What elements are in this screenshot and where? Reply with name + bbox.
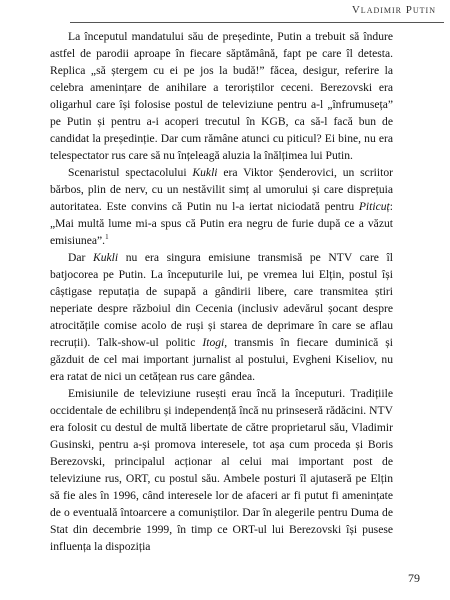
body-text <box>50 28 393 555</box>
footnote-marker: 1 <box>105 233 109 242</box>
paragraph <box>50 164 393 249</box>
italic-text: Kukli <box>192 166 218 179</box>
page-number: 79 <box>408 571 420 585</box>
header-rule <box>70 22 444 23</box>
text-run: Dar <box>68 251 93 264</box>
text-run: nu era singura emisiune transmisă pe NTV care îl batjocorea pe Putin. La începuturile lui, pe vremea lui Elțin, postul își câștigase reputația de supapă a gândirii libere, care transmitea știri neperiate despre războiul din Cecenia (inclusiv adevărul șocant despre atrocitățile comise acolo de ruși și starea de deprimare în care se aflau recruții). Talk-show-ul politic <box>50 251 393 349</box>
italic-text: Piticuț <box>358 200 390 213</box>
text-run: Emisiunile de televiziune rusești erau încă la începuturi. Tradițiile occidentale de echilibru și independență încă nu prinseseră rădăcini. NTV era folosit cu destul de multă libertate de către proprietarul său, Vladimir Gusinski, pentru a-și promova interesele, tot așa cum proceda și Boris Berezovski, principalul acționar al celui mai important post de televiziune rus, ORT, cu postul său. Ambele posturi îl ajutaseră pe Elțin să fie ales în 1996, când interesele lor de afaceri ar fi putut fi amenințate de o eventuală întoarcere a comuniștilor. Dar în alegerile pentru Duma de Stat din decembrie 1999, în timp ce ORT-ul lui Berezovski își pusese influența la dispoziția <box>50 387 393 553</box>
italic-text: Itogi <box>202 336 225 349</box>
text-run: : „Mai multă lume mi-a spus că Putin era negru de furie după ce a văzut emisiunea”. <box>50 200 393 247</box>
running-header: Vladimir Putin <box>351 4 436 16</box>
text-run: , transmis în fiecare duminică și găzduit de cel mai important jurnalist al postului, Evgheni Kiseliov, nu era ratat de nici un cetățean rus care gândea. <box>50 336 393 383</box>
paragraph <box>50 249 393 385</box>
text-run: La începutul mandatului său de președinte, Putin a trebuit să îndure astfel de parodii aproape în fiecare săptămână, fapt pe care îl detesta. Replica „să ștergem cu ei pe jos la budă!” făcea, desigur, referire la celebra amenințare de anihilare a teroriștilor ceceni. Berezovski era oligarhul care își folosise postul de televiziune pentru a-l „înfrumuseța” pe Putin și pentru a-i acoperi trecutul în KGB, ca să-l facă bun de candidat la președinție. Dar cum rămâne atunci cu piticul? Ei bine, nu era telespectator rus care să nu înțeleagă aluzia la înălțimea lui Putin. <box>50 30 393 162</box>
italic-text: Kukli <box>92 251 119 264</box>
text-run: Scenaristul spectacolului <box>68 166 193 179</box>
paragraph <box>50 385 393 555</box>
paragraph <box>50 28 393 164</box>
text-run: era Viktor Șenderovici, un scriitor bărbos, plin de nerv, cu un nestăvilit simț al umorului și care disprețuia autoritatea. Este convins că Putin nu l-a iertat niciodată pentru <box>50 166 393 213</box>
